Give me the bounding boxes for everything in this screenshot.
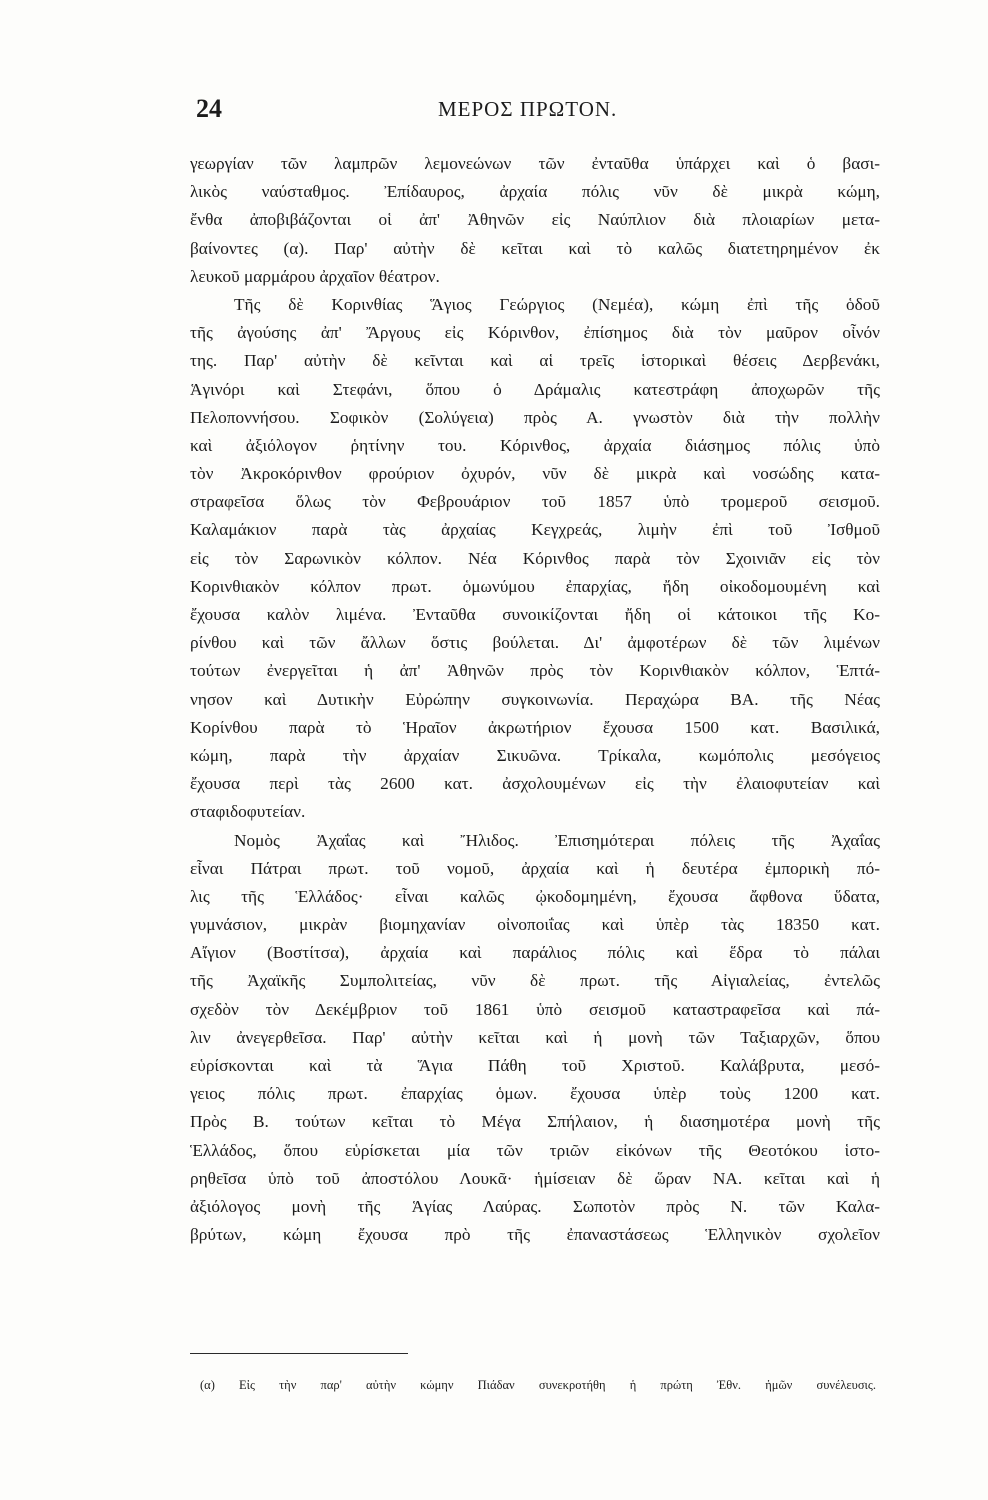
- text-line: Ἑλλάδος, ὅπου εὑρίσκεται μία τῶν τριῶν εἰκόνων τῆς Θεοτόκου ἱστο-: [190, 1140, 880, 1160]
- text-line: ἔχουσα καλὸν λιμένα. Ἐνταῦθα συνοικίζονται ἤδη οἱ κάτοικοι τῆς Κο-: [190, 605, 880, 624]
- text-line: ρίνθου καὶ τῶν ἄλλων ὅστις βούλεται. Δι' ἀμφοτέρων δὲ τῶν λιμένων: [190, 633, 880, 653]
- text-line: εἰς τὸν Σαρωνικὸν κόλπον. Νέα Κόρινθος παρὰ τὸν Σχοινιᾶν εἰς τὸν: [190, 548, 880, 568]
- text-line: Κορινθιακὸν κόλπον πρωτ. ὁμωνύμου ἐπαρχίας, ἤδη οἰκοδομουμένη καὶ: [190, 576, 880, 596]
- text-line: νησον καὶ Δυτικὴν Εὐρώπην συγκοινωνία. Περαχώρα ΒΑ. τῆς Νέας: [190, 689, 880, 709]
- text-line: κώμη, παρὰ τὴν ἀρχαίαν Σικυῶνα. Τρίκαλα, κωμόπολις μεσόγειος: [190, 745, 880, 765]
- text-line: τούτων ἐνεργεῖται ἡ ἀπ' Ἀθηνῶν πρὸς τὸν Κορινθιακὸν κόλπον, Ἑπτά-: [190, 661, 880, 681]
- text-line: γεωργίαν τῶν λαμπρῶν λεμονεώνων τῶν ἐνταῦθα ὑπάρχει καὶ ὁ βασι-: [190, 154, 880, 173]
- text-line: Νομὸς Ἀχαΐας καὶ Ἤλιδος. Ἐπισημότεραι πόλεις τῆς Ἀχαΐας: [234, 830, 880, 850]
- text-line: τῆς ἀγούσης ἀπ' Ἄργους εἰς Κόρινθον, ἐπίσημος διὰ τὸν μαῦρον οἶνόν: [190, 323, 880, 343]
- text-line: Τῆς δὲ Κορινθίας Ἅγιος Γεώργιος (Νεμέα), κώμη ἐπὶ τῆς ὁδοῦ: [234, 294, 880, 314]
- text-line: λευκοῦ μαρμάρου ἀρχαῖον θέατρον.: [190, 266, 440, 286]
- text-line: τὸν Ἀκροκόρινθον φρούριον ὀχυρόν, νῦν δὲ μικρὰ καὶ νοσώδης κατα-: [190, 464, 880, 484]
- page-title: ΜΕΡΟΣ ΠΡΩΤΟΝ.: [438, 97, 618, 121]
- text-line: εἶναι Πάτραι πρωτ. τοῦ νομοῦ, ἀρχαία καὶ ἡ δευτέρα ἐμπορικὴ πό-: [190, 858, 880, 878]
- text-line: της. Παρ' αὐτὴν δὲ κεῖνται καὶ αἱ τρεῖς ἱστορικαὶ θέσεις Δερβενάκι,: [190, 351, 880, 371]
- text-line: καὶ ἀξιόλογον ῥητίνην του. Κόρινθος, ἀρχαία διάσημος πόλις ὑπὸ: [190, 435, 880, 455]
- running-head: [190, 94, 876, 128]
- text-line: γειος πόλις πρωτ. ἐπαρχίας ὁμων. ἔχουσα ὑπὲρ τοὺς 1200 κατ.: [190, 1084, 880, 1104]
- text-line: τῆς Ἀχαϊκῆς Συμπολιτείας, νῦν δὲ πρωτ. τῆς Αἰγιαλείας, ἐντελῶς: [190, 971, 880, 991]
- text-line: σταφιδοφυτείαν.: [190, 802, 306, 822]
- text-line: Καλαμάκιον παρὰ τὰς ἀρχαίας Κεγχρεάς, λιμὴν ἐπὶ τοῦ Ἰσθμοῦ: [190, 520, 880, 540]
- footnote: (α) Εἰς τὴν παρ' αὐτὴν κώμην Πιάδαν συνεκροτήθη ἡ πρώτη Ἐθν. ἡμῶν συνέλευσις.: [200, 1378, 876, 1392]
- text-line: ρηθεῖσα ὑπὸ τοῦ ἀποστόλου Λουκᾶ· ἡμίσειαν δὲ ὥραν ΝΑ. κεῖται καὶ ἡ: [190, 1168, 880, 1188]
- page-number: 24: [196, 94, 222, 123]
- text-line: Πρὸς Β. τούτων κεῖται τὸ Μέγα Σπήλαιον, ἡ διασημοτέρα μονὴ τῆς: [190, 1112, 880, 1132]
- text-line: Πελοποννήσου. Σοφικὸν (Σολύγεια) πρὸς Α. γνωστὸν διὰ τὴν πολλὴν: [190, 407, 880, 427]
- text-line: λιν ἀνεγερθεῖσα. Παρ' αὐτὴν κεῖται καὶ ἡ μονὴ τῶν Ταξιαρχῶν, ὅπου: [190, 1027, 880, 1047]
- text-line: στραφεῖσα ὅλως τὸν Φεβρουάριον τοῦ 1857 ὑπὸ τρομεροῦ σεισμοῦ.: [190, 492, 880, 512]
- text-line: λικὸς ναύσταθμος. Ἐπίδαυρος, ἀρχαία πόλις νῦν δὲ μικρὰ κώμη,: [190, 182, 880, 202]
- text-line: σχεδὸν τὸν Δεκέμβριον τοῦ 1861 ὑπὸ σεισμοῦ καταστραφεῖσα καὶ πά-: [190, 999, 880, 1019]
- text-line: εὑρίσκονται καὶ τὰ Ἅγια Πάθη τοῦ Χριστοῦ. Καλάβρυτα, μεσό-: [190, 1056, 880, 1075]
- body-text: [190, 150, 880, 1249]
- text-line: ἔχουσα περὶ τὰς 2600 κατ. ἀσχολουμένων εἰς τὴν ἐλαιοφυτείαν καὶ: [190, 774, 880, 794]
- text-line: λις τῆς Ἑλλάδος· εἶναι καλῶς ᾠκοδομημένη, ἔχουσα ἄφθονα ὕδατα,: [190, 886, 880, 906]
- text-line: βαίνοντες (α). Παρ' αὐτὴν δὲ κεῖται καὶ τὸ καλῶς διατετηρημένον ἐκ: [190, 238, 880, 258]
- text-line: Κορίνθου παρὰ τὸ Ἡραῖον ἀκρωτήριον ἔχουσα 1500 κατ. Βασιλικά,: [190, 717, 880, 737]
- footnote-rule: [190, 1353, 408, 1354]
- text-line: βρύτων, κώμη ἔχουσα πρὸ τῆς ἐπαναστάσεως Ἑλληνικὸν σχολεῖον: [190, 1225, 880, 1245]
- text-line: ἀξιόλογος μονὴ τῆς Ἁγίας Λαύρας. Σωποτὸν πρὸς Ν. τῶν Καλα-: [190, 1196, 880, 1216]
- text-line: Αἴγιον (Βοστίτσα), ἀρχαία καὶ παράλιος πόλις καὶ ἕδρα τὸ πάλαι: [190, 943, 880, 963]
- text-line: γυμνάσιον, μικρὰν βιομηχανίαν οἰνοποιΐας καὶ ὑπὲρ τὰς 18350 κατ.: [190, 915, 880, 935]
- text-line: ἔνθα ἀποβιβάζονται οἱ ἀπ' Ἀθηνῶν εἰς Ναύπλιον διὰ πλοιαρίων μετα-: [190, 210, 880, 230]
- text-line: Ἁγινόρι καὶ Στεφάνι, ὅπου ὁ Δράμαλις κατεστράφη ἀποχωρῶν τῆς: [190, 379, 880, 399]
